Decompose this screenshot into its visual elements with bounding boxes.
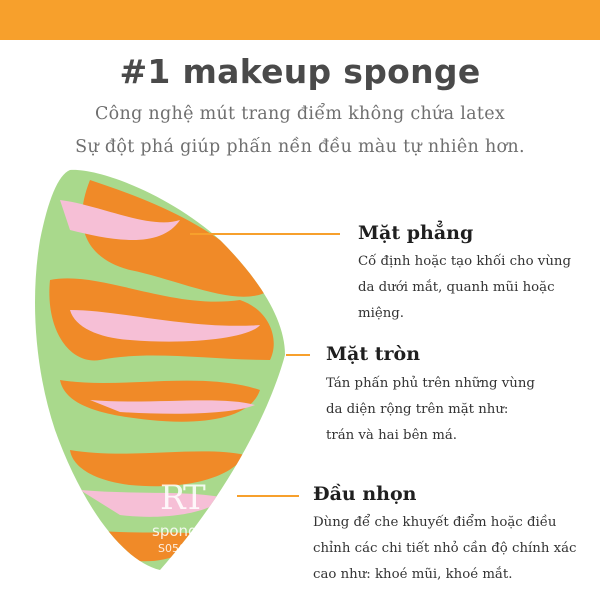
desc-line: miệng. bbox=[358, 306, 405, 321]
desc-line: Cố định hoặc tạo khối cho vùng bbox=[358, 254, 571, 269]
desc-line: trán và hai bên má. bbox=[326, 428, 457, 443]
feature-desc-tip bbox=[313, 510, 598, 588]
feature-desc-round bbox=[326, 371, 586, 449]
subtitle-line-2: Sự đột phá giúp phấn nền đều màu tự nhiên hơn. bbox=[75, 137, 525, 157]
connector-line-tip bbox=[237, 495, 299, 497]
desc-line: Tán phấn phủ trên những vùng bbox=[326, 376, 535, 391]
subtitle-line-1: Công nghệ mút trang điểm không chứa latex bbox=[94, 104, 506, 124]
top-banner bbox=[0, 0, 600, 40]
desc-line: cao như: khoé mũi, khoé mắt. bbox=[313, 567, 513, 582]
desc-line: chỉnh các chi tiết nhỏ cần độ chính xác bbox=[313, 541, 577, 556]
desc-line: Dùng để che khuyết điểm hoặc điều bbox=[313, 515, 557, 530]
connector-line-round bbox=[286, 354, 310, 356]
page-title: #1 makeup sponge bbox=[119, 52, 481, 91]
sponge-image bbox=[30, 160, 300, 580]
brand-watermark bbox=[152, 478, 228, 558]
brand-rt-logo: RT bbox=[160, 478, 204, 518]
desc-line: da diện rộng trên mặt như: bbox=[326, 402, 509, 417]
connector-line-flat bbox=[190, 233, 340, 235]
brand-sponge-label: sponge+ bbox=[152, 522, 220, 540]
feature-desc-flat bbox=[358, 249, 593, 327]
desc-line: da dưới mắt, quanh mũi hoặc bbox=[358, 280, 555, 295]
feature-title-round: Mặt tròn bbox=[326, 343, 421, 365]
feature-title-tip: Đầu nhọn bbox=[313, 483, 417, 505]
product-code: S0502 bbox=[158, 542, 193, 555]
feature-title-flat: Mặt phẳng bbox=[358, 222, 474, 244]
